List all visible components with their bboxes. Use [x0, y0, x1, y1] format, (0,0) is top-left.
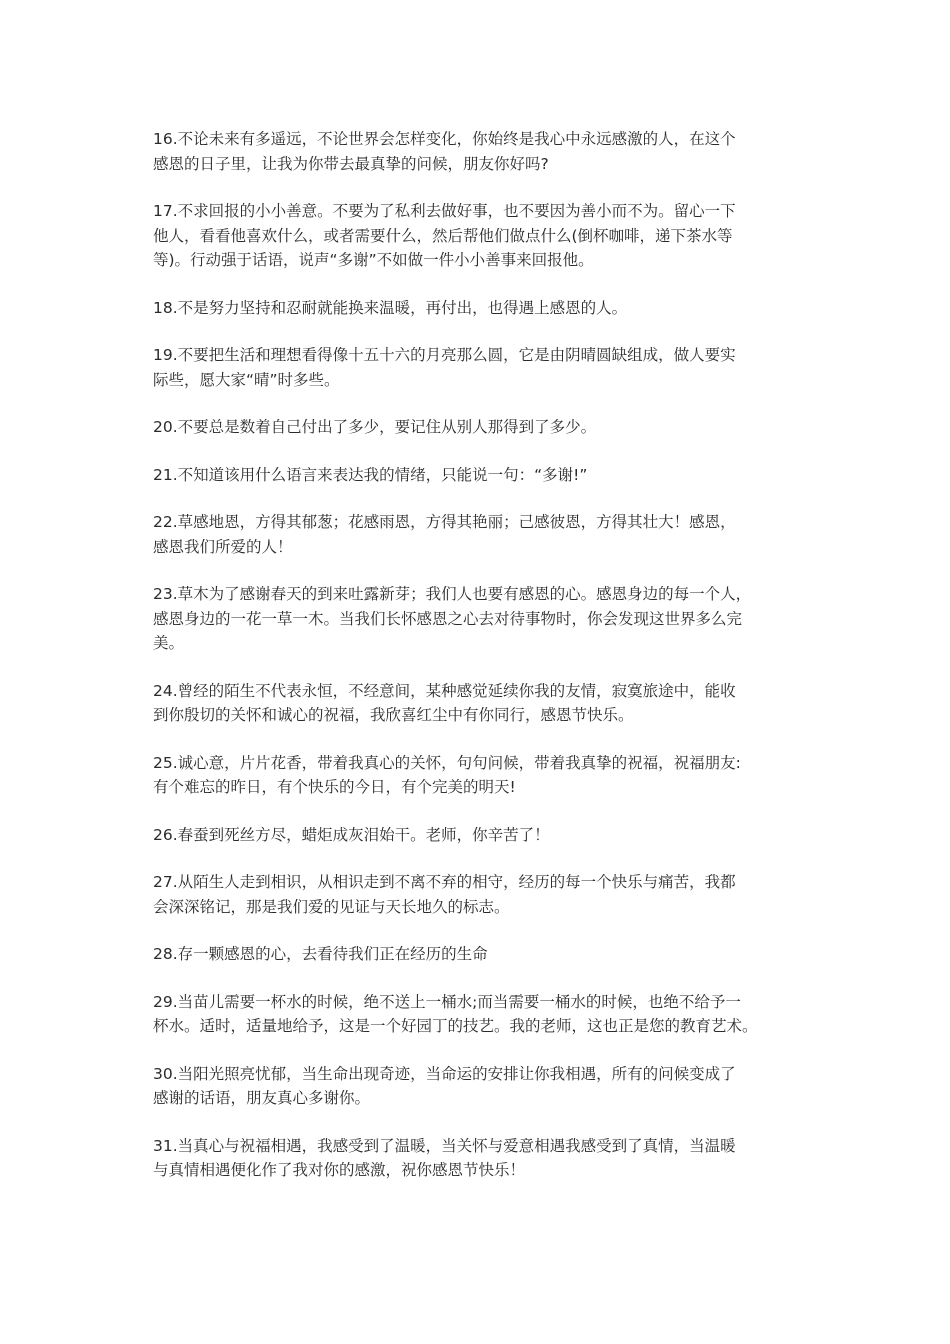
entry-31: [153, 1134, 803, 1183]
entry-line: 与真情相遇便化作了我对你的感激，祝你感恩节快乐！: [153, 1161, 526, 1179]
entry-line: 到你殷切的关怀和诚心的祝福，我欣喜红尘中有你同行，感恩节快乐。: [153, 706, 634, 724]
entry-line: 20.不要总是数着自己付出了多少，要记住从别人那得到了多少。: [153, 418, 597, 436]
entry-line: 感恩的日子里，让我为你带去最真挚的问候，朋友你好吗?: [153, 154, 549, 173]
entry-22: [153, 510, 803, 559]
entry-23: [153, 582, 803, 656]
entry-line: 他人，看看他喜欢什么，或者需要什么，然后帮他们做点什么(倒杯咖啡，递下茶水等: [153, 226, 733, 245]
entry-line: 16.不论未来有多遥远，不论世界会怎样变化，你始终是我心中永远感激的人，在这个: [153, 130, 736, 148]
entry-30: [153, 1062, 803, 1111]
entry-17: [153, 199, 803, 273]
entry-line: 等)。行动强于话语，说声“多谢”不如做一件小小善事来回报他。: [153, 251, 594, 269]
entry-28: [153, 942, 803, 967]
entry-16: [153, 127, 803, 176]
document-body: [153, 127, 803, 1206]
entry-18: [153, 296, 803, 321]
entry-line: 26.春蚕到死丝方尽，蜡炬成灰泪始干。老师，你辛苦了！: [153, 825, 550, 844]
entry-line: 28.存一颗感恩的心，去看待我们正在经历的生命: [153, 945, 488, 963]
entry-line: 18.不是努力坚持和忍耐就能换来温暖，再付出，也得遇上感恩的人。: [153, 298, 628, 317]
entry-25: [153, 751, 803, 800]
entry-line: 22.草感地恩，方得其郁葱；花感雨恩，方得其艳丽；己感彼恩，方得其壮大！感恩，: [153, 513, 736, 531]
entry-26: [153, 823, 803, 848]
entry-line: 24.曾经的陌生不代表永恒，不经意间，某种感觉延续你我的友情，寂寞旅途中，能收: [153, 681, 736, 700]
entry-line: 31.当真心与祝福相遇，我感受到了温暖，当关怀与爱意相遇我感受到了真情，当温暖: [153, 1136, 736, 1155]
entry-line: 会深深铭记，那是我们爱的见证与天长地久的标志。: [153, 897, 510, 916]
entry-line: 25.诚心意，片片花香，带着我真心的关怀，句句问候，带着我真挚的祝福，祝福朋友:: [153, 753, 741, 772]
entry-24: [153, 679, 803, 728]
entry-line: 30.当阳光照亮忧郁，当生命出现奇迹，当命运的安排让你我相遇，所有的问候变成了: [153, 1064, 736, 1083]
entry-line: 17.不求回报的小小善意。不要为了私利去做好事，也不要因为善小而不为。留心一下: [153, 202, 736, 220]
entry-27: [153, 870, 803, 919]
entry-line: 感恩身边的一花一草一木。当我们长怀感恩之心去对待事物时，你会发现这世界多么完: [153, 609, 743, 628]
entry-21: [153, 463, 803, 488]
entry-line: 23.草木为了感谢春天的到来吐露新芽；我们人也要有感恩的心。感恩身边的每一个人，: [153, 585, 752, 603]
entry-line: 21.不知道该用什么语言来表达我的情绪，只能说一句：“多谢!”: [153, 465, 588, 484]
entry-line: 杯水。适时，适量地给予，这是一个好园丁的技艺。我的老师，这也正是您的教育艺术。: [153, 1017, 758, 1035]
entry-19: [153, 343, 803, 392]
entry-line: 19.不要把生活和理想看得像十五十六的月亮那么圆，它是由阴晴圆缺组成，做人要实: [153, 346, 736, 364]
entry-line: 27.从陌生人走到相识，从相识走到不离不弃的相守，经历的每一个快乐与痛苦，我都: [153, 873, 736, 891]
entry-20: [153, 415, 803, 440]
entry-line: 际些，愿大家“晴”时多些。: [153, 370, 340, 389]
entry-line: 美。: [153, 634, 185, 652]
entry-line: 29.当苗儿需要一杯水的时候，绝不送上一桶水;而当需要一桶水的时候，也绝不给予一: [153, 992, 741, 1011]
entry-line: 有个难忘的昨日，有个快乐的今日，有个完美的明天!: [153, 778, 516, 796]
entry-line: 感谢的话语，朋友真心多谢你。: [153, 1089, 371, 1107]
entry-29: [153, 990, 803, 1039]
entry-line: 感恩我们所爱的人！: [153, 537, 293, 556]
